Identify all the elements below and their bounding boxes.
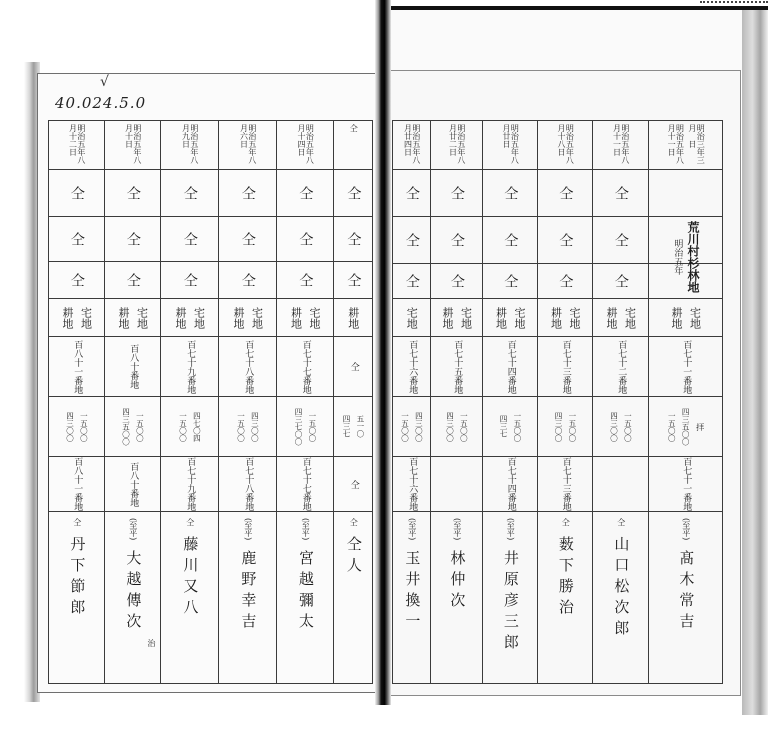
lot-number-text: 仝 <box>348 479 359 489</box>
land-type-cell <box>105 298 160 336</box>
mark-cell <box>393 263 430 298</box>
lot-number-cell <box>593 336 648 396</box>
mark-cell <box>105 169 160 216</box>
holder-status: 仝 <box>72 518 82 526</box>
area-cell <box>49 396 104 456</box>
date-cell <box>431 121 482 169</box>
lot-number-text: 百七十五番地 <box>452 339 463 394</box>
area-value: 一五〇〇 <box>178 411 188 442</box>
lot-number-text: 百七十三番地 <box>560 457 571 511</box>
date-text: 明治五年八月十一日 <box>667 124 685 164</box>
lot-number-text: 百七十三番地 <box>560 339 571 394</box>
ditto-mark: 仝 <box>181 232 198 246</box>
area-cell <box>161 396 218 456</box>
land-annotation-line: 明治五年 <box>672 239 683 275</box>
mark-cell <box>219 169 276 216</box>
area-note: 拝 <box>695 422 705 431</box>
ditto-mark: 仝 <box>612 233 629 247</box>
mark-cell <box>161 216 218 261</box>
lot-number-text: 仝 <box>348 362 359 371</box>
register-column <box>592 121 648 683</box>
area-value: 一五〇〇 <box>512 411 522 442</box>
date-text: 明治五年八月十二日 <box>68 124 86 164</box>
holder-name: 井原彦三郎 <box>501 550 520 656</box>
land-type-label: 宅地 <box>459 306 473 329</box>
mark-cell <box>277 169 333 216</box>
lot-number-text: 百七十六番地 <box>407 339 418 394</box>
lot-number-cell <box>393 336 430 396</box>
lot-number-cell <box>105 336 160 396</box>
handwritten-check-mark: √ <box>100 74 109 90</box>
mark-cell <box>393 216 430 263</box>
mark-cell <box>431 216 482 263</box>
lot-number-cell <box>277 456 333 511</box>
holder-status: 仝 <box>185 518 195 526</box>
mark-cell <box>105 216 160 261</box>
land-type-cell <box>538 298 592 336</box>
land-type-cell <box>161 298 218 336</box>
area-value: 四三〇〇 <box>609 411 619 442</box>
area-cell <box>277 396 333 456</box>
area-value: 一五〇〇 <box>400 411 410 442</box>
ditto-mark: 仝 <box>345 186 362 200</box>
ditto-mark: 仝 <box>403 274 420 288</box>
holder-name: 宮越彌太 <box>296 550 315 635</box>
land-type-label: 宅地 <box>688 306 702 329</box>
area-value: 四三〇〇 <box>250 411 260 442</box>
land-type-cell <box>219 298 276 336</box>
area-value: 四三〇〇 <box>445 411 455 442</box>
right-page-top-margin <box>390 10 742 70</box>
mark-cell <box>538 169 592 216</box>
area-cell <box>334 396 372 456</box>
lot-number-cell <box>105 456 160 511</box>
area-cell <box>593 396 648 456</box>
holder-status: (至平) <box>452 518 462 541</box>
land-type-label: 耕地 <box>549 306 563 329</box>
lot-number-text: 百七十八番地 <box>243 339 254 394</box>
mark-cell <box>219 216 276 261</box>
date-text: 明治五年八月六日 <box>239 124 257 164</box>
land-type-cell <box>393 298 430 336</box>
area-cell <box>393 396 430 456</box>
date-text: 明治五年八月廿日 <box>502 124 520 164</box>
holder-cell <box>593 511 648 683</box>
land-type-label: 耕地 <box>174 306 187 329</box>
ditto-mark: 仝 <box>68 273 85 287</box>
area-value: 四三七〇〇 <box>294 407 303 446</box>
lot-number-text: 百七十一番地 <box>681 457 692 511</box>
mark-cell <box>538 216 592 263</box>
ditto-mark: 仝 <box>403 233 420 247</box>
date-cell <box>219 121 276 169</box>
area-value: 四三七 <box>499 415 508 438</box>
lot-number-cell <box>431 456 482 511</box>
lot-number-text: 百七十七番地 <box>300 457 311 511</box>
mark-cell <box>334 261 372 298</box>
ditto-mark: 仝 <box>181 186 198 200</box>
area-value: 四三〇〇 <box>414 411 424 442</box>
holder-status: (至平) <box>128 518 138 541</box>
right-page-top-edge <box>388 6 768 10</box>
area-value: 四三〇〇 <box>65 411 75 442</box>
mark-cell <box>431 263 482 298</box>
date-text: 明治五年八月廿四日 <box>403 124 421 164</box>
holder-name: 玉井換一 <box>403 550 422 635</box>
ditto-mark: 仝 <box>124 186 141 200</box>
lot-number-cell <box>334 336 372 396</box>
area-value: 五一〇 <box>355 415 365 438</box>
lot-number-cell <box>393 456 430 511</box>
lot-number-cell <box>334 456 372 511</box>
land-annotation-line: 荒川村杉林地 <box>686 221 701 293</box>
register-column <box>333 121 372 683</box>
land-type-label: 宅地 <box>513 306 527 329</box>
land-type-label: 宅地 <box>308 306 322 329</box>
land-type-label: 宅地 <box>135 306 149 329</box>
holder-status: (至平) <box>407 518 417 541</box>
ditto-mark: 仝 <box>502 186 519 200</box>
register-column <box>48 121 104 683</box>
mark-cell <box>593 169 648 216</box>
ditto-mark: 仝 <box>297 232 314 246</box>
area-cell <box>649 396 722 456</box>
date-cell <box>593 121 648 169</box>
lot-number-cell <box>538 456 592 511</box>
area-cell <box>483 396 537 456</box>
ditto-mark: 仝 <box>502 274 519 288</box>
area-cell <box>431 396 482 456</box>
mark-cell <box>277 261 333 298</box>
holder-name: 大越傳次 <box>124 550 143 635</box>
ditto-mark: 仝 <box>297 186 314 200</box>
mark-cell <box>483 169 537 216</box>
area-value: 一五〇〇 <box>79 411 89 442</box>
handwritten-reference-number: 40.024.5.0 <box>55 94 147 112</box>
holder-status: (至平) <box>681 518 691 541</box>
area-value: 一五〇〇 <box>623 411 633 442</box>
right-page-register-table <box>392 120 723 684</box>
holder-cell <box>161 511 218 683</box>
ditto-mark: 仝 <box>239 273 256 287</box>
mark-cell <box>649 169 722 216</box>
land-type-label: 耕地 <box>670 306 683 329</box>
land-type-cell <box>649 298 722 336</box>
lot-number-cell <box>161 456 218 511</box>
date-text: 明治五年八月九日 <box>181 124 199 164</box>
land-type-label: 宅地 <box>568 306 582 329</box>
holder-cell <box>649 511 722 683</box>
lot-number-text: 百七十七番地 <box>300 339 311 394</box>
date-cell <box>393 121 430 169</box>
date-cell <box>49 121 104 169</box>
date-cell <box>277 121 333 169</box>
area-value: 四七〇四 <box>192 411 202 442</box>
lot-number-cell <box>49 456 104 511</box>
mark-cell <box>49 216 104 261</box>
land-type-cell <box>431 298 482 336</box>
mark-cell <box>334 169 372 216</box>
register-column <box>104 121 160 683</box>
holder-status: 仝 <box>561 518 571 526</box>
mark-cell <box>593 263 648 298</box>
mark-cell <box>49 169 104 216</box>
book-edge-right <box>742 10 768 715</box>
lot-number-text: 百七十八番地 <box>243 457 254 511</box>
holder-name-note: 治 <box>147 639 156 647</box>
lot-number-text: 百七十四番地 <box>505 457 516 511</box>
register-column <box>430 121 482 683</box>
holder-cell <box>393 511 430 683</box>
holder-cell <box>277 511 333 683</box>
ditto-mark: 仝 <box>557 233 574 247</box>
area-value: 一五〇〇 <box>567 411 577 442</box>
holder-name: 薮下勝治 <box>556 536 575 620</box>
register-column <box>276 121 333 683</box>
holder-status: (至平) <box>301 518 311 541</box>
ditto-mark: 仝 <box>557 274 574 288</box>
holder-cell <box>334 511 372 683</box>
lot-number-cell <box>219 336 276 396</box>
ditto-mark: 仝 <box>124 273 141 287</box>
ditto-mark: 仝 <box>124 232 141 246</box>
lot-number-text: 百七十九番地 <box>185 457 196 511</box>
register-column <box>648 121 722 683</box>
lot-number-text: 百七十六番地 <box>407 457 418 511</box>
lot-number-text: 百八十番地 <box>128 461 139 507</box>
land-type-cell <box>593 298 648 336</box>
mark-cell <box>49 261 104 298</box>
land-annotation <box>649 216 722 298</box>
date-cell <box>161 121 218 169</box>
ditto-mark: 仝 <box>403 186 420 200</box>
ditto-mark: 仝 <box>448 186 465 200</box>
ditto-mark: 仝 <box>181 273 198 287</box>
area-value: 一五〇〇 <box>667 411 677 442</box>
date-cell <box>483 121 537 169</box>
area-value: 一五〇〇 <box>459 411 469 442</box>
land-type-label: 耕地 <box>494 306 508 329</box>
land-type-cell <box>277 298 333 336</box>
ditto-mark: 仝 <box>557 186 574 200</box>
ditto-mark: 仝 <box>612 186 629 200</box>
land-type-label: 宅地 <box>79 306 93 329</box>
mark-cell <box>277 216 333 261</box>
area-value: 四三七 <box>342 415 351 438</box>
land-type-label: 宅地 <box>405 306 419 329</box>
date-cell <box>538 121 592 169</box>
land-type-label: 耕地 <box>441 306 454 329</box>
area-cell <box>105 396 160 456</box>
ditto-mark: 仝 <box>68 186 85 200</box>
ditto-mark: 仝 <box>345 232 362 246</box>
mark-cell <box>538 263 592 298</box>
holder-status: 仝 <box>616 518 626 526</box>
lot-number-cell <box>649 456 722 511</box>
lot-number-cell <box>649 336 722 396</box>
area-value: 一五〇〇 <box>307 411 317 442</box>
lot-number-cell <box>593 456 648 511</box>
lot-number-cell <box>483 456 537 511</box>
land-type-label: 耕地 <box>61 306 74 329</box>
holder-name: 髙木常吉 <box>677 550 696 635</box>
ditto-mark: 仝 <box>612 274 629 288</box>
land-type-label: 宅地 <box>192 306 206 329</box>
holder-cell <box>483 511 537 683</box>
mark-cell <box>483 263 537 298</box>
lot-number-text: 百七十九番地 <box>185 339 196 394</box>
lot-number-cell <box>538 336 592 396</box>
register-column <box>392 121 430 683</box>
mark-cell <box>483 216 537 263</box>
land-type-label: 耕地 <box>232 306 245 329</box>
holder-name: 丹下節郎 <box>68 536 87 620</box>
left-page-register-table <box>48 120 373 684</box>
lot-number-cell <box>219 456 276 511</box>
mark-cell <box>431 169 482 216</box>
lot-number-cell <box>49 336 104 396</box>
mark-cell <box>334 216 372 261</box>
holder-cell <box>219 511 276 683</box>
date-text: 明治五年八月十一日 <box>612 124 630 164</box>
register-column <box>218 121 276 683</box>
area-value: 一五〇〇 <box>135 411 145 442</box>
area-value: 四三〇〇 <box>554 411 563 442</box>
mark-cell <box>161 169 218 216</box>
area-cell <box>538 396 592 456</box>
lot-number-text: 百七十二番地 <box>616 339 627 394</box>
lot-number-cell <box>161 336 218 396</box>
holder-cell <box>105 511 160 683</box>
holder-name: 藤川又八 <box>181 536 200 620</box>
mark-cell <box>161 261 218 298</box>
land-type-label: 耕地 <box>346 306 360 329</box>
date-text-secondary: 明治三年三月 日 <box>687 124 706 164</box>
lot-number-text: 百八十一番地 <box>72 457 83 511</box>
ditto-mark: 仝 <box>448 233 465 247</box>
mark-cell <box>219 261 276 298</box>
area-value: 四三五〇〇 <box>681 407 691 446</box>
area-cell <box>219 396 276 456</box>
date-cell <box>649 121 722 169</box>
land-type-label: 耕地 <box>605 306 618 329</box>
land-type-cell <box>483 298 537 336</box>
date-text: 明治五年八月十四日 <box>297 124 315 164</box>
lot-number-text: 百八十番地 <box>128 344 139 389</box>
land-type-cell <box>334 298 372 336</box>
land-type-label: 耕地 <box>117 306 130 329</box>
register-column <box>537 121 592 683</box>
holder-name: 鹿野幸吉 <box>239 550 258 635</box>
date-text: 明治五年八月十日 <box>124 124 142 164</box>
lot-number-text: 百七十一番地 <box>681 339 692 394</box>
ditto-mark: 仝 <box>68 232 85 246</box>
lot-number-cell <box>431 336 482 396</box>
land-type-label: 宅地 <box>623 306 637 329</box>
holder-status: (至平) <box>506 518 516 541</box>
date-text: 明治五年八月十八日 <box>557 124 575 164</box>
holder-status: 仝 <box>349 518 359 526</box>
holder-name: 山口松次郎 <box>612 536 631 641</box>
date-text: 明治五年八月廿二日 <box>448 124 466 164</box>
holder-cell <box>538 511 592 683</box>
holder-cell <box>49 511 104 683</box>
land-type-cell <box>49 298 104 336</box>
holder-name: 仝人 <box>344 536 363 578</box>
mark-cell <box>393 169 430 216</box>
date-text: 仝 <box>349 124 359 132</box>
area-value: 一五〇〇 <box>236 411 246 442</box>
right-page-dotted-edge <box>700 1 768 3</box>
book-gutter <box>375 0 391 705</box>
date-cell <box>334 121 372 169</box>
area-value: 四三五〇〇 <box>121 407 131 446</box>
lot-number-cell <box>483 336 537 396</box>
land-type-label: 宅地 <box>250 306 264 329</box>
mark-cell <box>105 261 160 298</box>
lot-number-cell <box>277 336 333 396</box>
ditto-mark: 仝 <box>448 274 465 288</box>
ditto-mark: 仝 <box>239 186 256 200</box>
lot-number-text: 百七十四番地 <box>505 339 516 394</box>
holder-name: 林仲次 <box>448 550 467 614</box>
date-cell <box>105 121 160 169</box>
land-type-label: 耕地 <box>289 306 303 329</box>
ditto-mark: 仝 <box>345 273 362 287</box>
ditto-mark: 仝 <box>239 232 256 246</box>
register-column <box>482 121 537 683</box>
ditto-mark: 仝 <box>297 273 314 287</box>
lot-number-text: 百八十一番地 <box>72 339 83 394</box>
register-column <box>160 121 218 683</box>
mark-cell <box>593 216 648 263</box>
ditto-mark: 仝 <box>502 233 519 247</box>
holder-cell <box>431 511 482 683</box>
holder-status: (至平) <box>243 518 253 541</box>
